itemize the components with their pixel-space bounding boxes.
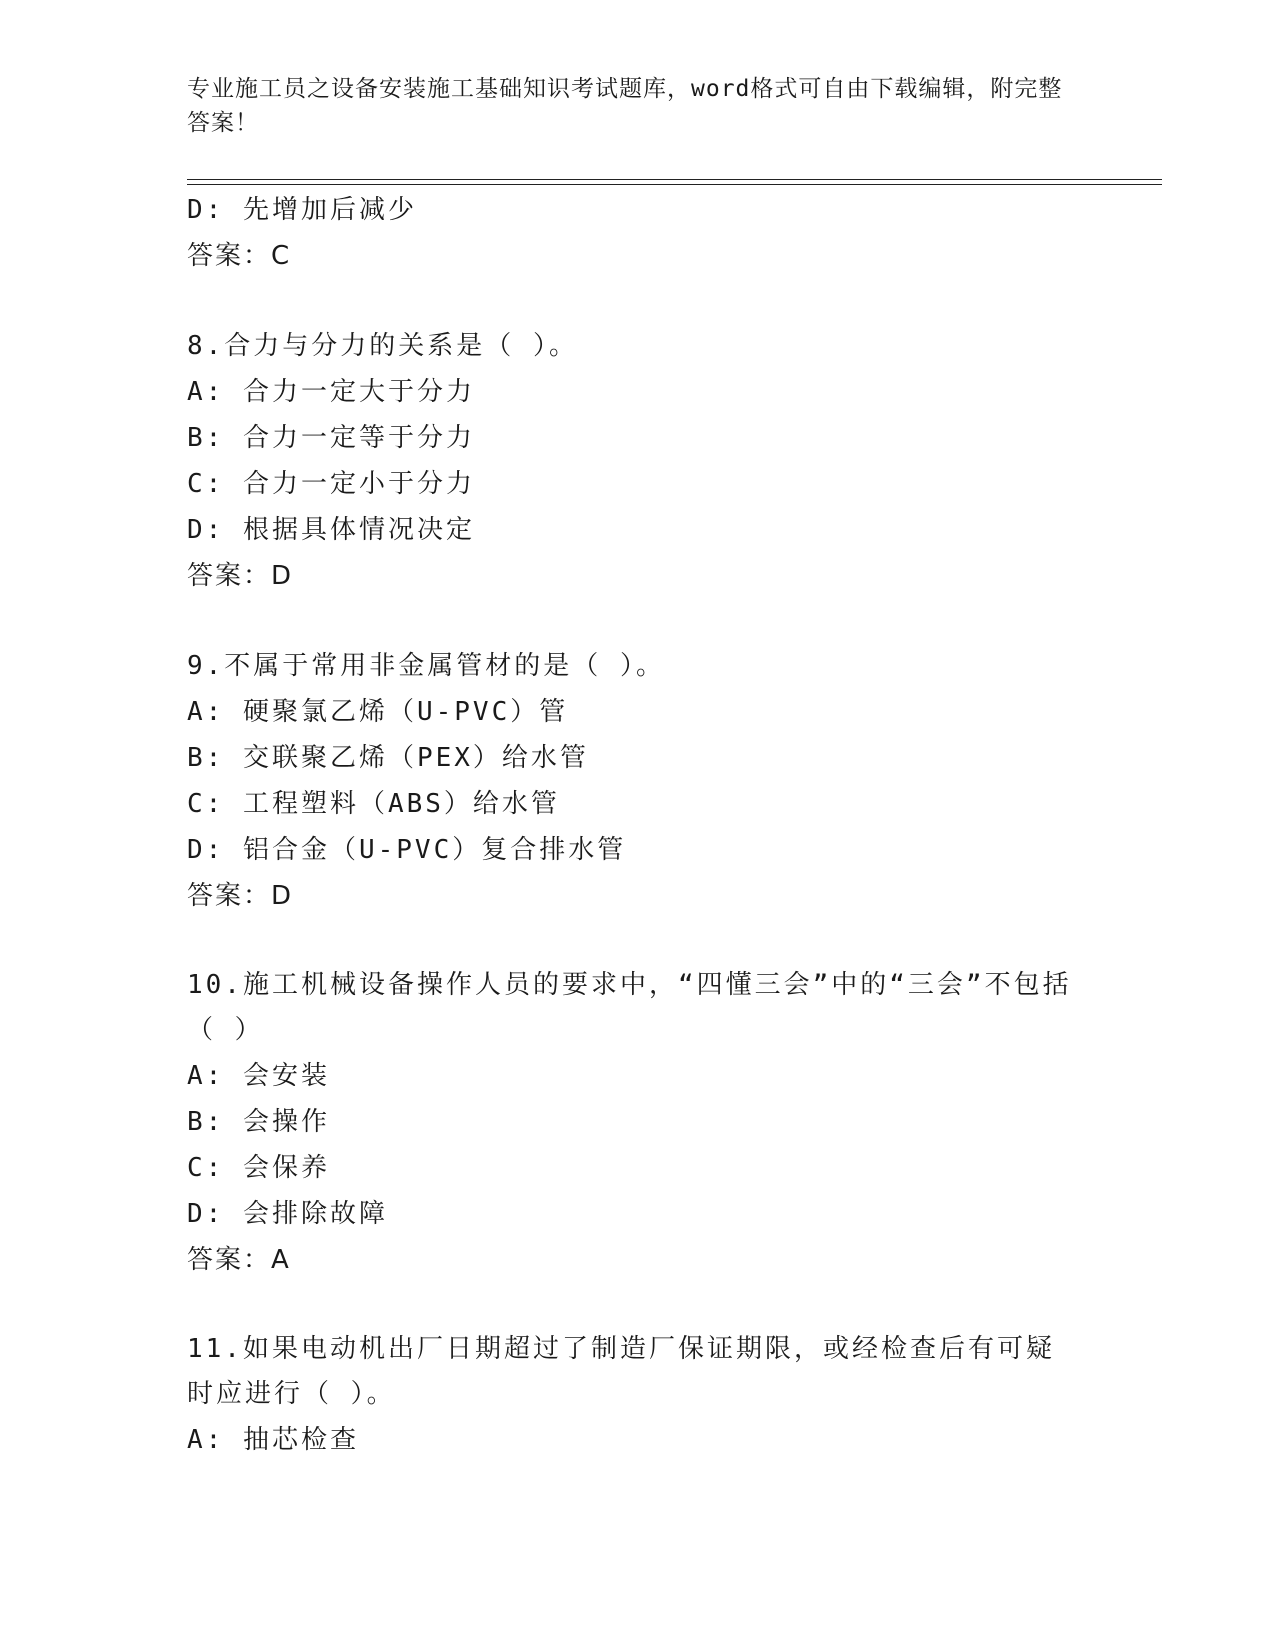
answer-line: 答案：C [187, 241, 292, 271]
option-a: A: 抽芯检查 [187, 1425, 359, 1455]
option-c: C: 会保养 [187, 1153, 330, 1183]
spacer [187, 1283, 1087, 1327]
question-stem: 9.不属于常用非金属管材的是（ ）。 [187, 651, 665, 681]
header-divider-top [187, 179, 1162, 180]
option-a: A: 硬聚氯乙烯（U-PVC）管 [187, 697, 569, 727]
answer-line: 答案：D [187, 881, 294, 911]
header-divider-bottom [187, 184, 1162, 185]
header-text: 专业施工员之设备安装施工基础知识考试题库，word格式可自由下载编辑，附完整答案！ [187, 76, 1063, 136]
answer-line: 答案：D [187, 561, 294, 591]
option-b: B: 会操作 [187, 1107, 330, 1137]
option-d: D: 先增加后减少 [187, 195, 417, 225]
question-8 [187, 323, 1087, 599]
document-header [187, 72, 1067, 140]
option-a: A: 会安装 [187, 1061, 330, 1091]
answer-line: 答案：A [187, 1245, 291, 1275]
question-stem: 11.如果电动机出厂日期超过了制造厂保证期限，或经检查后有可疑时应进行（ ）。 [187, 1334, 1055, 1409]
option-d: D: 铝合金（U-PVC）复合排水管 [187, 835, 627, 865]
spacer [187, 599, 1087, 643]
spacer [187, 279, 1087, 323]
option-b: B: 交联聚乙烯（PEX）给水管 [187, 743, 589, 773]
option-a: A: 合力一定大于分力 [187, 377, 475, 407]
question-stem: 8.合力与分力的关系是（ ）。 [187, 331, 578, 361]
question-9 [187, 643, 1087, 919]
question-10 [187, 963, 1087, 1283]
option-c: C: 合力一定小于分力 [187, 469, 475, 499]
option-c: C: 工程塑料（ABS）给水管 [187, 789, 560, 819]
option-d: D: 根据具体情况决定 [187, 515, 475, 545]
option-d: D: 会排除故障 [187, 1199, 388, 1229]
option-b: B: 合力一定等于分力 [187, 423, 475, 453]
question-stem: 10.施工机械设备操作人员的要求中，“四懂三会”中的“三会”不包括（ ） [187, 970, 1072, 1045]
question-list [187, 187, 1087, 1463]
question-11 [187, 1327, 1087, 1463]
spacer [187, 919, 1087, 963]
